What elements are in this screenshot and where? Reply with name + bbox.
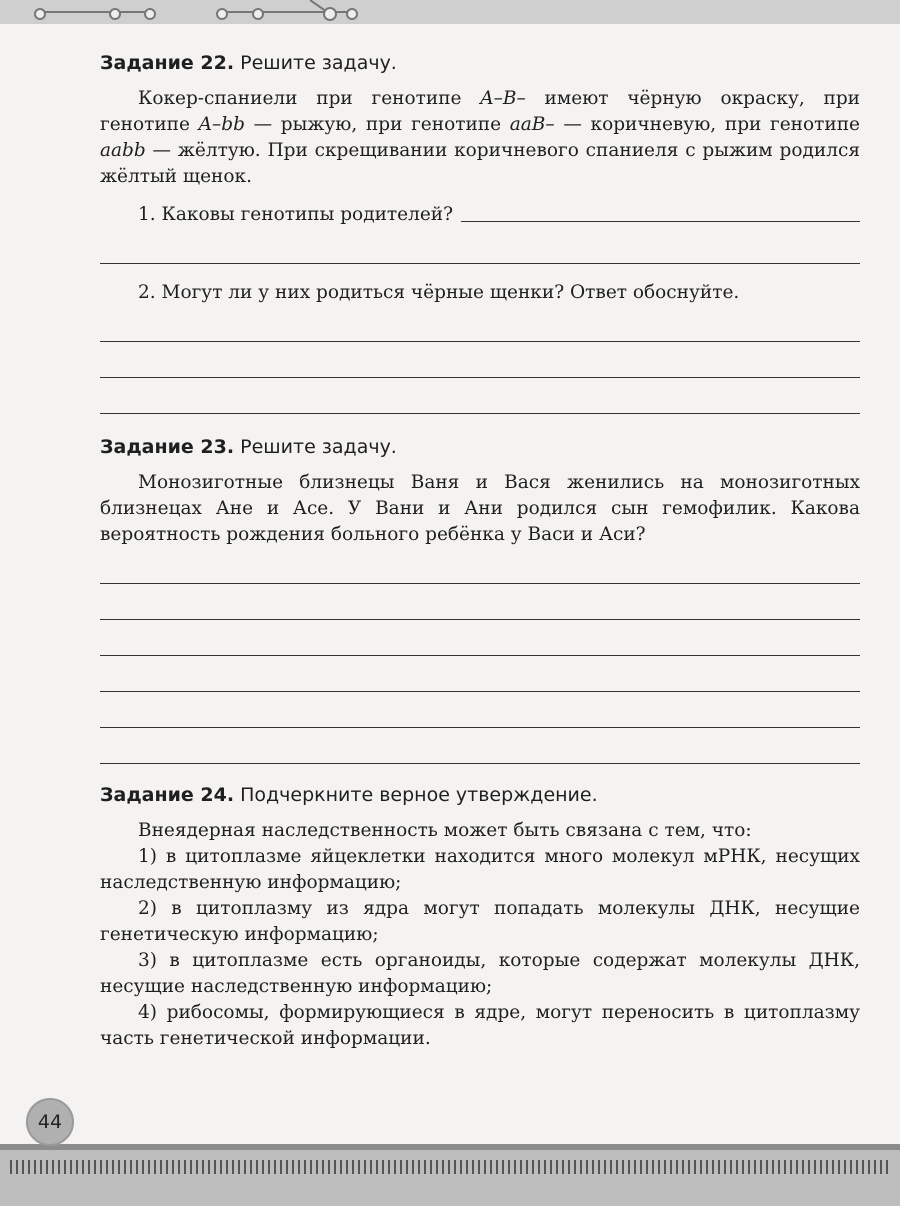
task-24 [100,784,860,1052]
task-22-question-1: 1. Каковы генотипы родителей? [100,202,860,228]
worksheet-page [100,52,860,1066]
bottom-decorative-band [0,1144,900,1206]
decorative-stripes [10,1160,890,1174]
answer-line[interactable] [100,548,860,584]
task-24-title: Задание 24. Подчеркните верное утверждение. [100,784,598,806]
task-23-title: Задание 23. Решите задачу. [100,436,397,458]
statement-option[interactable]: 4) рибосомы, формирующиеся в ядре, могут переносить в цитоплазму часть генетической информации. [100,1002,860,1049]
page-number: 44 [26,1098,74,1146]
answer-line[interactable] [100,584,860,620]
task-22-question-2: 2. Могут ли у них родиться чёрные щенки? Ответ обоснуйте. [138,282,740,303]
task-22 [100,52,860,414]
top-decorative-band [0,0,900,24]
answer-line[interactable] [100,620,860,656]
answer-line[interactable] [100,692,860,728]
task-22-title: Задание 22. Решите задачу. [100,52,397,74]
task-24-intro: Внеядерная наследственность может быть связана с тем, что: [138,820,752,841]
task-22-text: Кокер-спаниели при генотипе A–B– имеют чёрную окраску, при генотипе A–bb — рыжую, при генотипе aaB– — коричневую, при генотипе aabb — жёлтую. При скрещивании коричневого спаниеля с рыжим родился жёлтый щенок. [100,88,860,187]
answer-line[interactable] [100,378,860,414]
answer-line[interactable] [100,228,860,264]
answer-line[interactable] [461,221,860,222]
task-23 [100,436,860,764]
task-23-text: Монозиготные близнецы Ваня и Вася женились на монозиготных близнецах Ане и Асе. У Вани и Ани родился сын гемофилик. Какова вероятность рождения больного ребёнка у Васи и Аси? [100,472,860,545]
answer-line[interactable] [100,656,860,692]
task-24-statements [100,818,860,1052]
answer-line[interactable] [100,342,860,378]
answer-line[interactable] [100,306,860,342]
statement-option[interactable]: 3) в цитоплазме есть органоиды, которые содержат молекулы ДНК, несущие наследственную информацию; [100,950,860,997]
answer-line[interactable] [100,728,860,764]
statement-option[interactable]: 2) в цитоплазму из ядра могут попадать молекулы ДНК, несущие генетическую информацию; [100,898,860,945]
molecule-chain-icon [0,0,900,24]
statement-option[interactable]: 1) в цитоплазме яйцеклетки находится много молекул мРНК, несущих наследственную информацию; [100,846,860,893]
